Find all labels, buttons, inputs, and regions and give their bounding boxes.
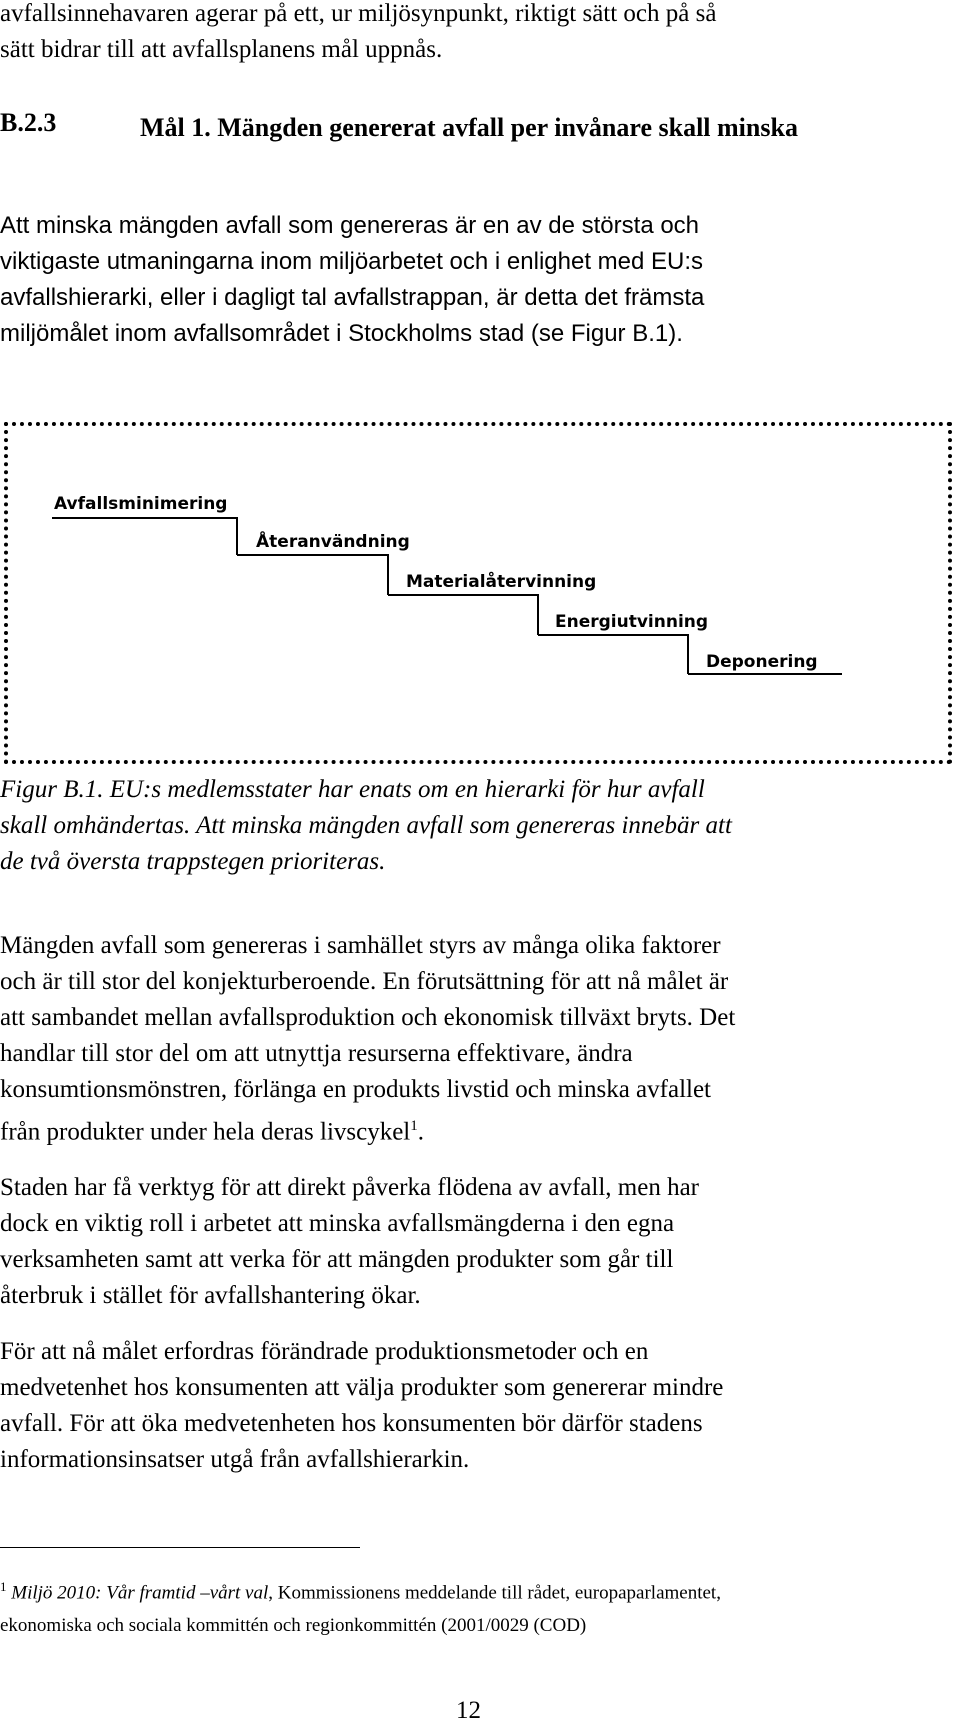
step-label: Materialåtervinning: [406, 572, 597, 592]
text-line: handlar till stor del om att utnyttja resurserna effektivare, ändra: [0, 1040, 633, 1067]
caption-line: de två översta trappstegen prioriteras.: [0, 848, 386, 875]
text-line: avfallsinnehavaren agerar på ett, ur miljösynpunkt, riktigt sätt och på så: [0, 0, 717, 27]
paragraph-4: [0, 1334, 723, 1478]
staircase-lines: [0, 0, 960, 800]
step-label: Återanvändning: [256, 532, 410, 552]
text-line: viktigaste utmaningarna inom miljöarbetet och i enlighet med EU:s: [0, 248, 704, 275]
figure-caption: [0, 772, 732, 880]
text-line: och är till stor del konjekturberoende. En förutsättning för att nå målet är: [0, 968, 729, 995]
text-line: För att nå målet erfordras förändrade produktionsmetoder och en: [0, 1338, 649, 1365]
step-label: Energiutvinning: [555, 612, 709, 632]
footnote: [0, 1570, 721, 1642]
footnote-title: Miljö 2010: Vår framtid –vårt val: [11, 1582, 269, 1604]
text-line: återbruk i stället för avfallshantering ökar.: [0, 1282, 421, 1309]
step-label: Avfallsminimering: [54, 494, 228, 514]
caption-line: skall omhändertas. Att minska mängden avfall som genereras innebär att: [0, 812, 732, 839]
paragraph-2: [0, 928, 735, 1150]
text-line: Mängden avfall som genereras i samhället styrs av många olika faktorer: [0, 932, 721, 959]
stair-step-2: [237, 555, 388, 595]
footnote-text: , Kommissionens meddelande till rådet, europaparlamentet,: [268, 1582, 721, 1604]
text-line: Att minska mängden avfall som genereras är en av de största och: [0, 212, 700, 239]
footnote-number: 1: [0, 1579, 7, 1594]
footnote-line: [0, 1570, 721, 1609]
footnote-divider: [0, 1547, 360, 1548]
text-fragment: .: [417, 1118, 425, 1146]
text-line: sätt bidrar till att avfallsplanens mål uppnås.: [0, 36, 443, 63]
stair-step-1: [52, 518, 237, 555]
page-number: 12: [456, 1697, 481, 1724]
stair-step-4: [538, 635, 688, 674]
text-line: Staden har få verktyg för att direkt påverka flödena av avfall, men har: [0, 1174, 699, 1201]
footnote-reference[interactable]: 1: [410, 1118, 418, 1134]
caption-line: Figur B.1. EU:s medlemsstater har enats om en hierarki för hur avfall: [0, 776, 705, 803]
text-line: [0, 1108, 735, 1150]
text-line: medvetenhet hos konsumenten att välja produkter som genererar mindre: [0, 1374, 724, 1401]
section-title: Mål 1. Mängden genererat avfall per invånare skall minska: [140, 113, 798, 142]
text-line: dock en viktig roll i arbetet att minska avfallsmängderna i den egna: [0, 1210, 675, 1237]
text-line: verksamheten samt att verka för att mängden produkter som går till: [0, 1246, 674, 1273]
text-line: konsumtionsmönstren, förlänga en produkts livstid och minska avfallet: [0, 1076, 711, 1103]
text-line: avfallshierarki, eller i dagligt tal avfallstrappan, är detta det främsta: [0, 284, 705, 311]
step-label: Deponering: [706, 652, 818, 672]
text-line: informationsinsatser utgå från avfallshierarkin.: [0, 1446, 470, 1473]
text-fragment: från produkter under hela deras livscykel: [0, 1118, 411, 1146]
paragraph-3: [0, 1170, 699, 1314]
text-line: miljömålet inom avfallsområdet i Stockholms stad (se Figur B.1).: [0, 320, 683, 347]
stair-step-3: [388, 595, 538, 635]
text-line: avfall. För att öka medvetenheten hos konsumenten bör därför stadens: [0, 1410, 703, 1437]
section-number: B.2.3: [0, 108, 57, 137]
text-line: att sambandet mellan avfallsproduktion och ekonomisk tillväxt bryts. Det: [0, 1004, 736, 1031]
footnote-line: ekonomiska och sociala kommittén och regionkommittén (2001/0029 (COD): [0, 1615, 587, 1637]
